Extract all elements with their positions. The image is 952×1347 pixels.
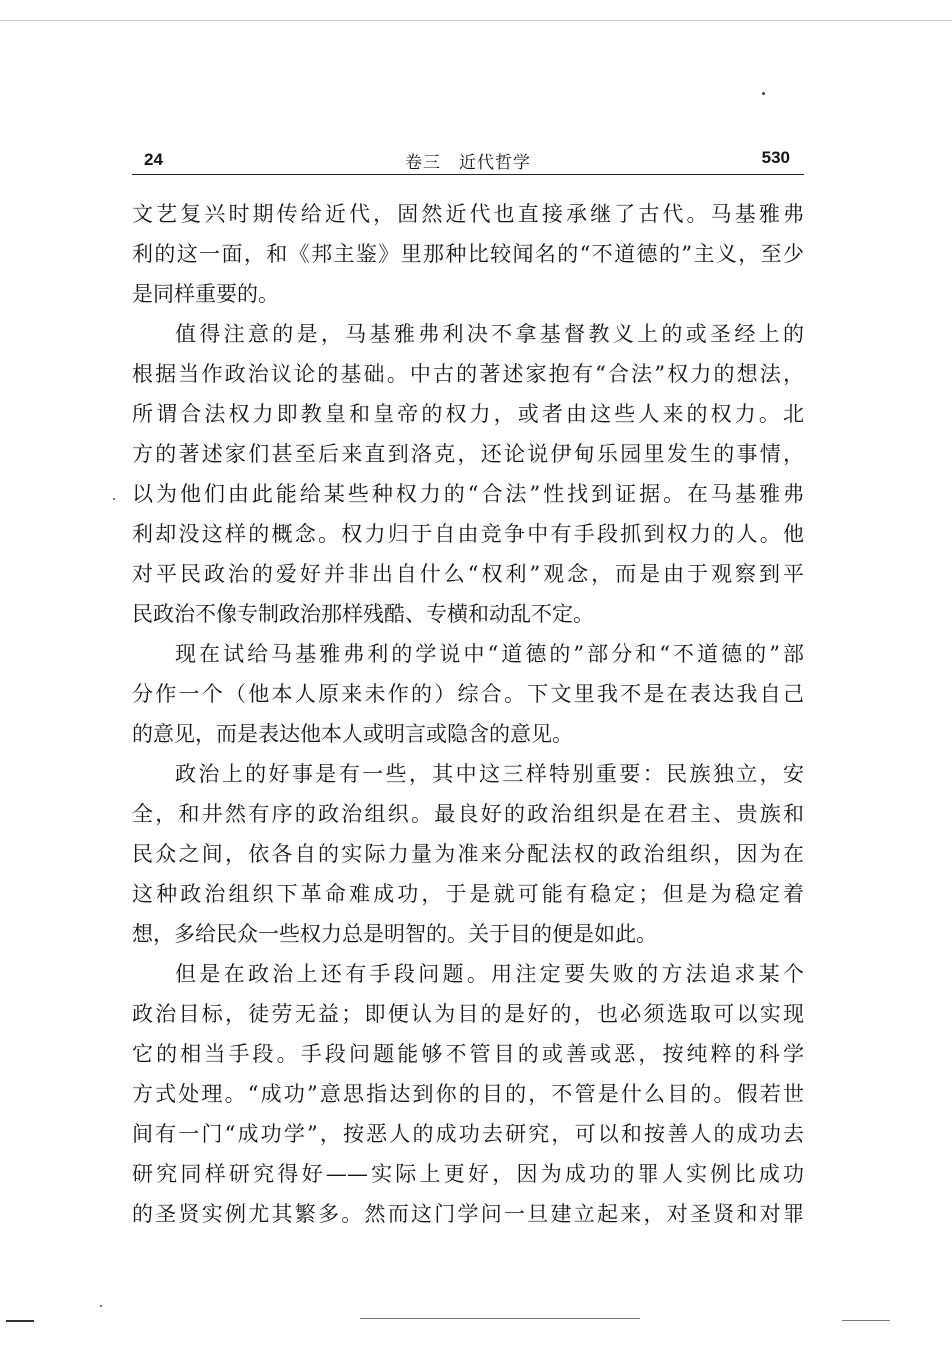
text-line: 分作一个（他本人原来未作的）综合。下文里我不是在表达我自己	[132, 682, 804, 706]
scan-bottom-mark	[360, 1318, 640, 1319]
text-line: 民政治不像专制政治那样残酷、专横和动乱不定。	[132, 602, 594, 626]
scan-speck	[113, 498, 115, 500]
text-line: 它的相当手段。手段问题能够不管目的或善或恶，按纯粹的科学	[132, 1042, 804, 1066]
text-line: 的意见，而是表达他本人或明言或隐含的意见。	[132, 722, 573, 746]
page-header	[132, 140, 804, 175]
text-line: 利的这一面，和《邦主鉴》里那种比较闻名的“不道德的”主义，至少	[132, 242, 804, 266]
scan-bottom-mark	[842, 1320, 890, 1321]
text-line: 全，和井然有序的政治组织。最良好的政治组织是在君主、贵族和	[132, 802, 804, 826]
text-line: 是同样重要的。	[132, 282, 279, 306]
text-line: 对平民政治的爱好并非出自什么“权利”观念，而是由于观察到平	[132, 562, 804, 586]
text-line: 但是在政治上还有手段问题。用注定要失败的方法追求某个	[175, 962, 804, 986]
scan-top-edge	[0, 20, 952, 21]
text-line: 方式处理。“成功”意思指达到你的目的，不管是什么目的。假若世	[132, 1082, 804, 1106]
text-line: 研究同样研究得好——实际上更好，因为成功的罪人实例比成功	[132, 1162, 804, 1186]
text-line: 利却没这样的概念。权力归于自由竞争中有手段抓到权力的人。他	[132, 522, 804, 546]
text-line: 现在试给马基雅弗利的学说中“道德的”部分和“不道德的”部	[175, 642, 804, 666]
text-line: 以为他们由此能给某些种权力的“合法”性找到证据。在马基雅弗	[132, 482, 804, 506]
body-text	[132, 194, 804, 1234]
text-line: 值得注意的是，马基雅弗利决不拿基督教义上的或圣经上的	[175, 322, 804, 346]
page-number-left: 24	[144, 150, 163, 169]
text-line: 间有一门“成功学”，按恶人的成功去研究，可以和按善人的成功去	[132, 1122, 804, 1146]
running-title: 卷三 近代哲学	[405, 153, 531, 173]
text-line: 想，多给民众一些权力总是明智的。关于目的便是如此。	[132, 922, 657, 946]
text-line: 政治上的好事是有一些，其中这三样特别重要：民族独立，安	[175, 762, 804, 786]
text-line: 根据当作政治议论的基础。中古的著述家抱有“合法”权力的想法，	[132, 362, 804, 386]
scan-speck	[762, 92, 765, 95]
text-line: 这种政治组织下革命难成功，于是就可能有稳定；但是为稳定着	[132, 882, 804, 906]
text-line: 政治目标，徒劳无益；即便认为目的是好的，也必须选取可以实现	[132, 1002, 804, 1026]
scan-speck	[100, 1305, 102, 1307]
text-line: 民众之间，依各自的实际力量为准来分配法权的政治组织，因为在	[132, 842, 804, 866]
text-line: 方的著述家们甚至后来直到洛克，还论说伊甸乐园里发生的事情，	[132, 442, 804, 466]
text-line: 的圣贤实例尤其繁多。然而这门学问一旦建立起来，对圣贤和对罪	[132, 1202, 804, 1226]
page-number-right: 530	[761, 148, 790, 167]
text-line: 所谓合法权力即教皇和皇帝的权力，或者由这些人来的权力。北	[132, 402, 804, 426]
text-line: 文艺复兴时期传给近代，固然近代也直接承继了古代。马基雅弗	[132, 202, 804, 226]
scan-bottom-mark	[6, 1320, 34, 1322]
